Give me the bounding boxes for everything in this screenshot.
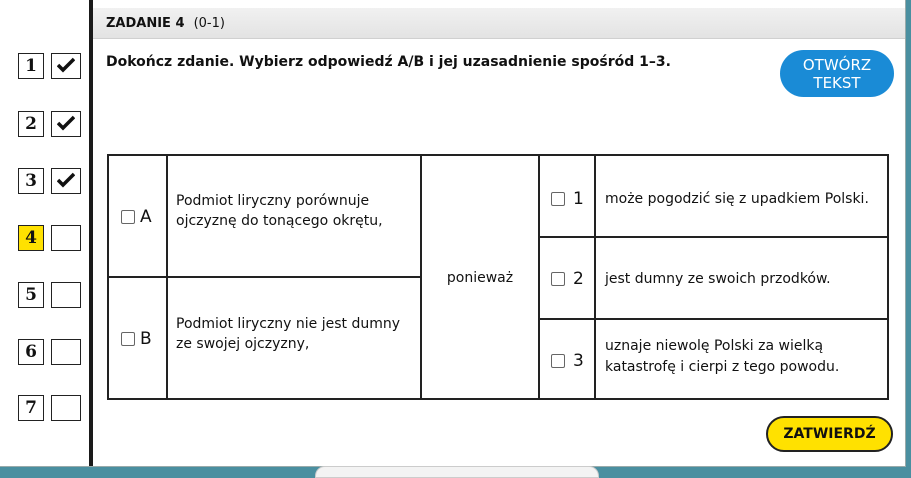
nav-item-1[interactable] <box>18 53 82 79</box>
nav-number[interactable]: 2 <box>18 111 44 137</box>
check-icon <box>57 172 75 188</box>
nav-number[interactable]: 1 <box>18 53 44 79</box>
task-title <box>106 16 225 31</box>
answer-table <box>107 154 889 400</box>
option-2-text: jest dumny ze swoich przodków. <box>605 271 831 287</box>
option-1-selector[interactable] <box>551 189 584 209</box>
checkbox[interactable] <box>551 272 565 286</box>
open-text-button[interactable] <box>780 50 894 97</box>
task-header <box>93 8 905 39</box>
open-text-label-2: TEKST <box>813 73 861 92</box>
nav-status-box <box>51 339 81 365</box>
nav-item-3[interactable] <box>18 168 82 194</box>
connector-word: ponieważ <box>446 270 514 286</box>
nav-status-box <box>51 53 81 79</box>
nav-number[interactable]: 3 <box>18 168 44 194</box>
option-number: 2 <box>573 269 584 289</box>
option-letter: B <box>140 329 152 349</box>
open-text-label-1: OTWÓRZ <box>802 55 872 74</box>
bottom-panel-handle[interactable] <box>315 466 599 478</box>
checkbox[interactable] <box>551 192 565 206</box>
nav-item-4[interactable] <box>18 225 82 251</box>
nav-number[interactable]: 6 <box>18 339 44 365</box>
option-letter: A <box>140 207 152 227</box>
check-icon <box>57 115 75 131</box>
nav-status-box <box>51 111 81 137</box>
task-score: (0-1) <box>193 16 225 31</box>
nav-item-7[interactable] <box>18 395 82 421</box>
option-number: 1 <box>573 189 584 209</box>
nav-status-box <box>51 168 81 194</box>
nav-status-box <box>51 395 81 421</box>
option-2-selector[interactable] <box>551 269 584 289</box>
nav-number[interactable]: 7 <box>18 395 44 421</box>
sidebar-divider <box>89 0 93 466</box>
check-icon <box>57 57 75 73</box>
nav-status-box <box>51 282 81 308</box>
question-text: Dokończ zdanie. Wybierz odpowiedź A/B i jej uzasadnienie spośród 1–3. <box>106 54 671 70</box>
option-1-text: może pogodzić się z upadkiem Polski. <box>605 191 869 207</box>
option-b-selector[interactable] <box>121 329 152 349</box>
option-a-selector[interactable] <box>121 207 152 227</box>
nav-item-5[interactable] <box>18 282 82 308</box>
task-number: ZADANIE 4 <box>106 16 185 31</box>
nav-item-6[interactable] <box>18 339 82 365</box>
checkbox[interactable] <box>121 332 135 346</box>
nav-number[interactable]: 5 <box>18 282 44 308</box>
option-3-text: uznaje niewolę Polski za wielką katastrofę i cierpi z tego powodu. <box>605 338 840 375</box>
nav-status-box <box>51 225 81 251</box>
option-b-text: Podmiot liryczny nie jest dumny ze swojej ojczyzny, <box>176 316 401 352</box>
nav-item-2[interactable] <box>18 111 82 137</box>
option-3-selector[interactable] <box>551 351 584 371</box>
nav-number-active[interactable]: 4 <box>18 225 44 251</box>
submit-button[interactable]: ZATWIERDŹ <box>766 416 893 452</box>
option-a-text: Podmiot liryczny porównuje ojczyznę do tonącego okrętu, <box>176 193 383 229</box>
checkbox[interactable] <box>121 210 135 224</box>
option-number: 3 <box>573 351 584 371</box>
checkbox[interactable] <box>551 354 565 368</box>
